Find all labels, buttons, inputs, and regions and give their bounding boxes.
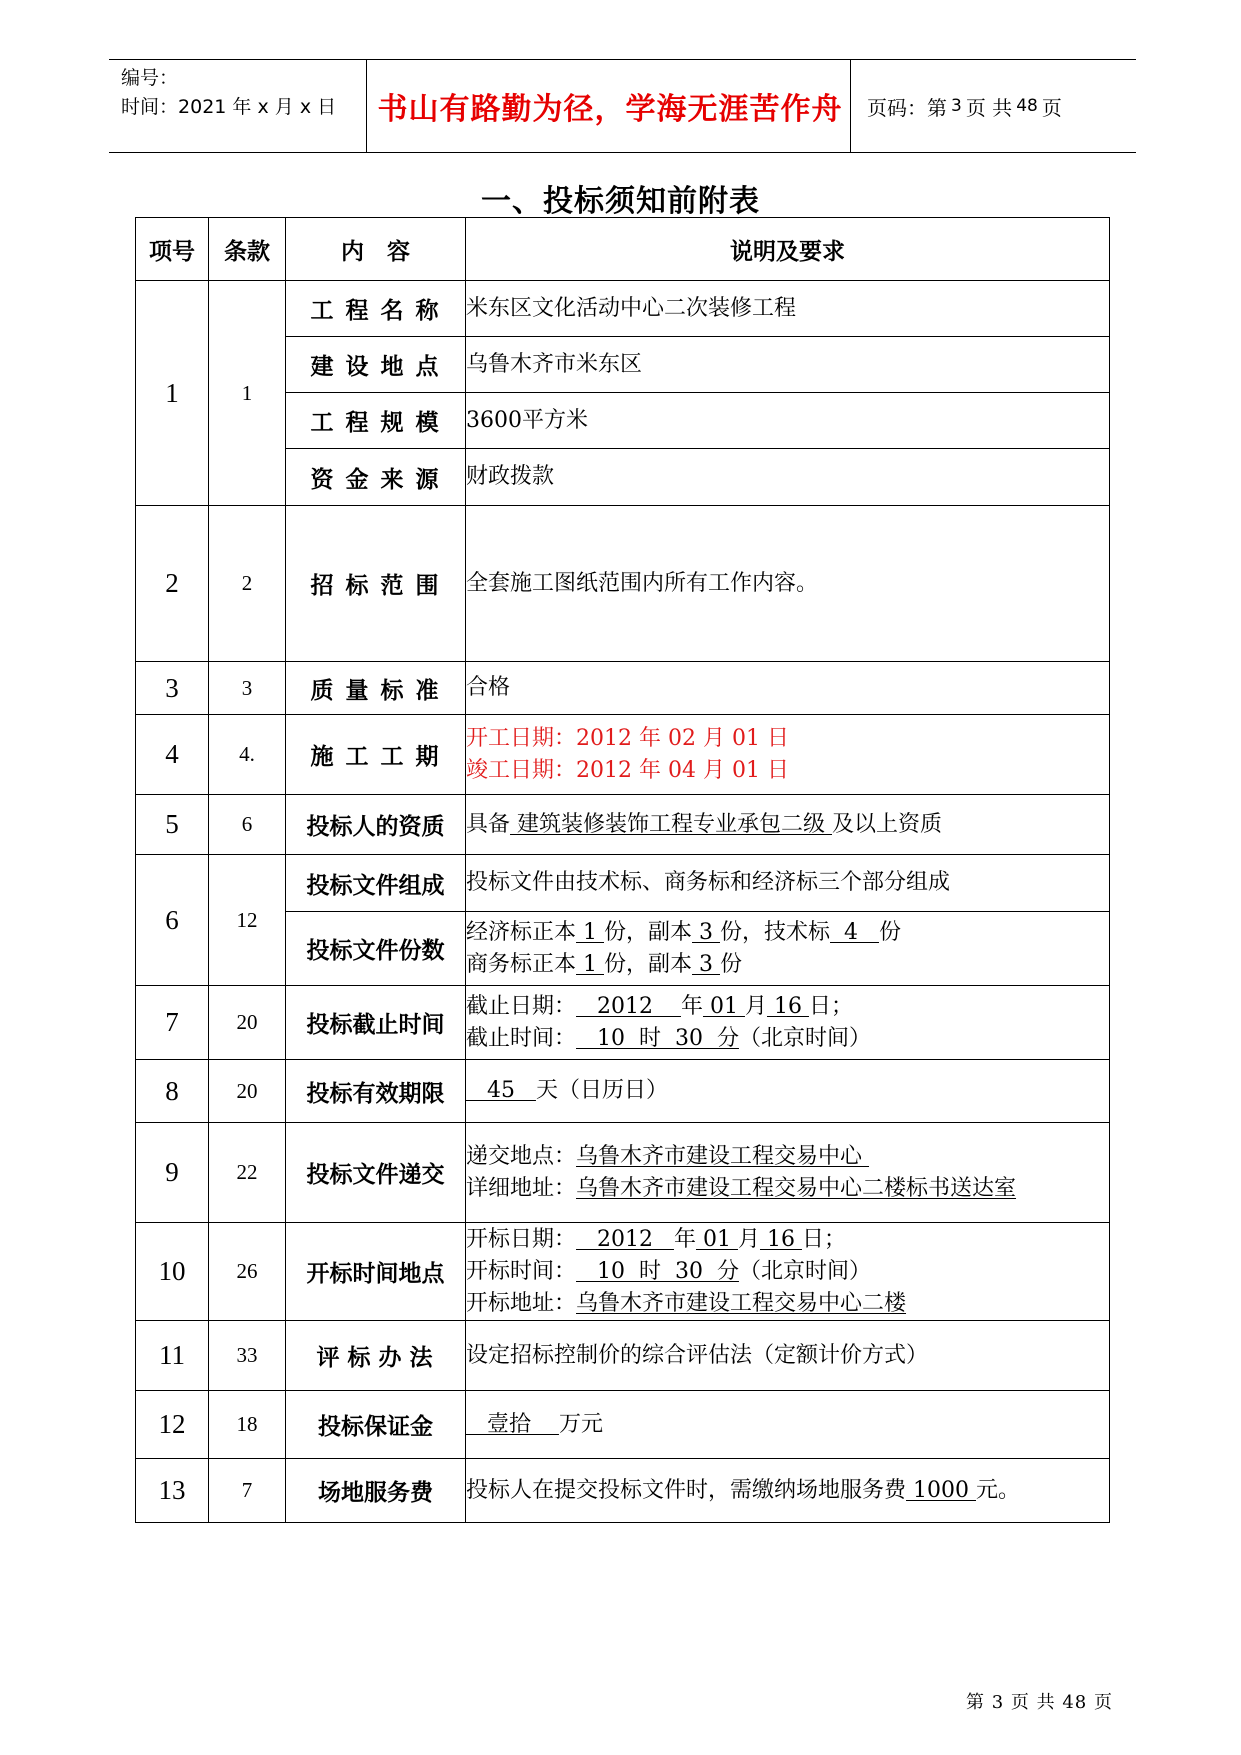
deadline-time: 截止时间： 10 时 30 分（北京时间）: [466, 1025, 871, 1051]
row-label: 工程规模: [286, 393, 466, 449]
service-fee: 1000: [906, 1477, 976, 1503]
row-description: 设定招标控制价的综合评估法（定额计价方式）: [466, 1321, 1110, 1391]
copies-economic-technical: 经济标正本 1 份，副本 3 份，技术标 4 份: [466, 919, 901, 945]
row-clause: 4.: [209, 715, 286, 795]
row-number: 4: [136, 715, 209, 795]
row-label: 投标文件组成: [286, 855, 466, 912]
row-label: 投标截止时间: [286, 986, 466, 1060]
table-row: [136, 795, 1110, 855]
row-clause: 20: [209, 1060, 286, 1123]
row-number: 7: [136, 986, 209, 1060]
opening-date: 开标日期： 2012 年 01 月 16 日；: [466, 1226, 846, 1252]
qualification-value: 建筑装修装饰工程专业承包二级: [510, 811, 833, 837]
row-number: 5: [136, 795, 209, 855]
row-description: 投标人在提交投标文件时，需缴纳场地服务费 1000 元。: [466, 1459, 1110, 1523]
row-description: [466, 986, 1110, 1060]
header-meta: [121, 64, 336, 122]
column-header-requirements: 说明及要求: [466, 218, 1110, 281]
page-title: 一、投标须知前附表: [481, 184, 760, 219]
deadline-date: 截止日期： 2012 年 01 月 16 日；: [466, 993, 853, 1019]
table-row: [136, 281, 1110, 337]
row-label: 施工工期: [286, 715, 466, 795]
row-description: 合格: [466, 662, 1110, 715]
table-row: [136, 1223, 1110, 1321]
row-number: 3: [136, 662, 209, 715]
opening-address: 开标地址：乌鲁木齐市建设工程交易中心二楼: [466, 1290, 907, 1316]
start-date: 开工日期：2012 年 02 月 01 日: [466, 725, 789, 751]
table-row: [136, 715, 1110, 795]
table-row: [136, 662, 1110, 715]
row-description: 具备 建筑装修装饰工程专业承包二级 及以上资质: [466, 795, 1110, 855]
deposit-amount: 壹拾: [466, 1411, 559, 1437]
row-label: 开标时间地点: [286, 1223, 466, 1321]
row-clause: 1: [209, 281, 286, 506]
row-description: 壹拾 万元: [466, 1391, 1110, 1459]
header-divider: [366, 60, 367, 152]
validity-days: 45: [466, 1078, 536, 1103]
row-description: 3600平方米: [466, 393, 1110, 449]
header-page-number: 页码：第 3 页 共 48 页: [867, 95, 1062, 120]
row-label: 质量标准: [286, 662, 466, 715]
column-header-no: 项号: [136, 218, 209, 281]
row-clause: 33: [209, 1321, 286, 1391]
row-clause: 12: [209, 855, 286, 986]
page-header: [109, 59, 1136, 153]
row-label: 资金来源: [286, 449, 466, 506]
page-footer: 第 3 页 共 48 页: [965, 1692, 1113, 1713]
row-number: 9: [136, 1123, 209, 1223]
row-description: 全套施工图纸范围内所有工作内容。: [466, 506, 1110, 662]
row-label: 投标保证金: [286, 1391, 466, 1459]
table-row: [136, 1060, 1110, 1123]
row-number: 11: [136, 1321, 209, 1391]
row-number: 10: [136, 1223, 209, 1321]
table-row: [136, 1459, 1110, 1523]
row-label: 建设地点: [286, 337, 466, 393]
row-clause: 3: [209, 662, 286, 715]
row-number: 2: [136, 506, 209, 662]
row-description: [466, 1123, 1110, 1223]
row-label: 投标人的资质: [286, 795, 466, 855]
table-row: [136, 506, 1110, 662]
copies-commercial: 商务标正本 1 份，副本 3 份: [466, 951, 743, 977]
row-number: 13: [136, 1459, 209, 1523]
row-description: [466, 912, 1110, 986]
row-number: 6: [136, 855, 209, 986]
table-row: [136, 855, 1110, 912]
table-row: [136, 1123, 1110, 1223]
doc-number-label: 编号：: [121, 67, 179, 89]
row-label: 场地服务费: [286, 1459, 466, 1523]
row-number: 1: [136, 281, 209, 506]
table-row: [136, 1321, 1110, 1391]
row-description: 乌鲁木齐市米东区: [466, 337, 1110, 393]
row-description: [466, 715, 1110, 795]
row-number: 8: [136, 1060, 209, 1123]
row-label: 投标文件递交: [286, 1123, 466, 1223]
row-clause: 26: [209, 1223, 286, 1321]
row-label: 投标有效期限: [286, 1060, 466, 1123]
row-clause: 20: [209, 986, 286, 1060]
submission-address: 详细地址：乌鲁木齐市建设工程交易中心二楼标书送达室: [466, 1175, 1017, 1201]
bid-notice-table: [135, 217, 1110, 1523]
row-label: 工程名称: [286, 281, 466, 337]
row-description: 财政拨款: [466, 449, 1110, 506]
row-clause: 7: [209, 1459, 286, 1523]
row-description: 45 天（日历日）: [466, 1060, 1110, 1123]
submission-place: 递交地点：乌鲁木齐市建设工程交易中心: [466, 1143, 870, 1169]
row-label: 投标文件份数: [286, 912, 466, 986]
opening-time: 开标时间： 10 时 30 分（北京时间）: [466, 1258, 871, 1284]
header-divider: [850, 60, 851, 152]
row-clause: 18: [209, 1391, 286, 1459]
row-clause: 22: [209, 1123, 286, 1223]
table-row: [136, 986, 1110, 1060]
row-description: [466, 1223, 1110, 1321]
completion-date: 竣工日期：2012 年 04 月 01 日: [466, 757, 789, 783]
row-label: 招标范围: [286, 506, 466, 662]
column-header-content: 内 容: [286, 218, 466, 281]
row-label: 评标办法: [286, 1321, 466, 1391]
column-header-clause: 条款: [209, 218, 286, 281]
row-number: 12: [136, 1391, 209, 1459]
header-motto: 书山有路勤为径，学海无涯苦作舟: [377, 92, 843, 127]
table-header-row: [136, 218, 1110, 281]
row-description: 米东区文化活动中心二次装修工程: [466, 281, 1110, 337]
doc-time: 时间：2021 年 x 月 x 日: [121, 96, 337, 118]
table-row: [136, 1391, 1110, 1459]
row-description: 投标文件由技术标、商务标和经济标三个部分组成: [466, 855, 1110, 912]
row-clause: 6: [209, 795, 286, 855]
row-clause: 2: [209, 506, 286, 662]
